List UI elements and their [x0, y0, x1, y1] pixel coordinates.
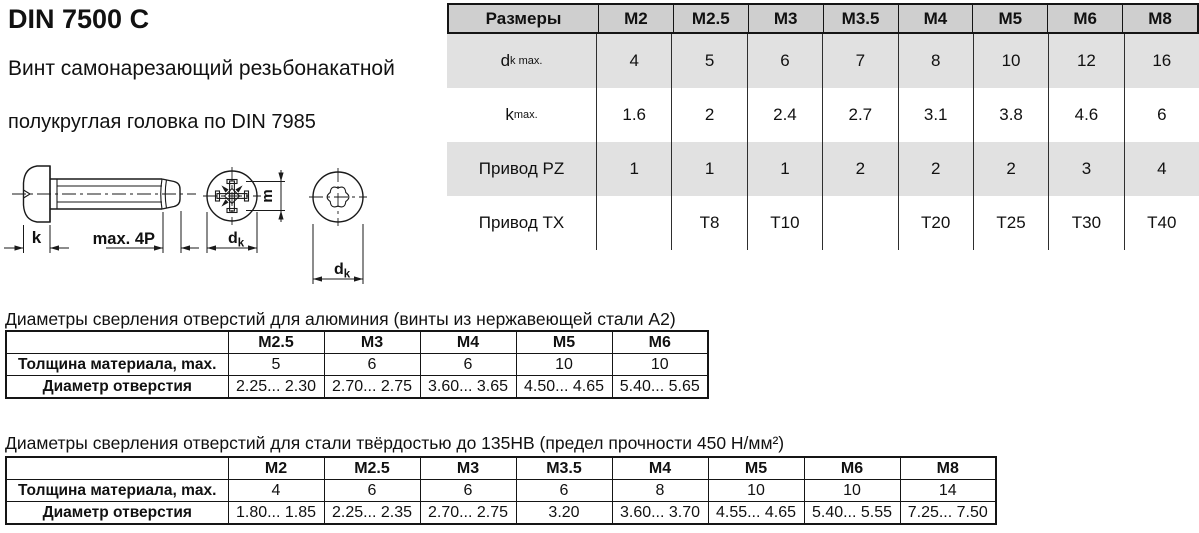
small-table-value-cell: 6: [516, 480, 612, 502]
main-table-value-cell: T30: [1048, 196, 1123, 250]
main-table-value-cell: 6: [747, 34, 822, 88]
main-table-value-cell: T40: [1124, 196, 1199, 250]
main-table-value-cell: 6: [1124, 88, 1199, 142]
main-table-row: [447, 142, 1199, 196]
small-table-row: [6, 502, 996, 525]
main-table-value-cell: 10: [973, 34, 1048, 88]
main-table-value-cell: 2.4: [747, 88, 822, 142]
small-table-header-cell: M3.5: [516, 457, 612, 480]
small-table-row: [6, 376, 708, 399]
small-table-header-cell: [6, 457, 228, 480]
small-table-header-cell: M5: [516, 331, 612, 354]
small-table-header-cell: M3: [420, 457, 516, 480]
small-table-value-cell: 4.50... 4.65: [516, 376, 612, 399]
small-table-value-cell: 10: [612, 354, 708, 376]
small-table-row-label: Толщина материала, max.: [6, 354, 228, 376]
main-table-value-cell: T25: [973, 196, 1048, 250]
small-table-value-cell: 2.70... 2.75: [420, 502, 516, 525]
svg-text:dk: $d_k$: [334, 261, 351, 281]
small-table-value-cell: 2.70... 2.75: [324, 376, 420, 399]
screw-side-view: [12, 166, 196, 222]
small-table-value-cell: 3.60... 3.65: [420, 376, 516, 399]
main-table-value-cell: 4: [1124, 142, 1199, 196]
main-table-value-cell: 3: [1048, 142, 1123, 196]
small-table-value-cell: 10: [516, 354, 612, 376]
steel-drill-table: [5, 456, 997, 525]
main-table-size-header: M2.5: [673, 5, 748, 32]
main-table-value-cell: 3.1: [898, 88, 973, 142]
small-table-value-cell: 4: [228, 480, 324, 502]
main-table-value-cell: 4: [596, 34, 671, 88]
dim-label-max-4p: max. 4P: [92, 230, 155, 248]
main-table-value-cell: 2: [822, 142, 897, 196]
small-table-value-cell: 1.80... 1.85: [228, 502, 324, 525]
small-table-row: [6, 354, 708, 376]
small-table-value-cell: 10: [804, 480, 900, 502]
main-table-size-header: M8: [1122, 5, 1197, 32]
main-table-value-cell: 8: [898, 34, 973, 88]
steel-table-title: Диаметры сверления отверстий для стали твёрдостью до 135HB (предел прочности 450 Н/мм²): [5, 433, 785, 453]
main-table-value-cell: 5: [671, 34, 746, 88]
dimension-max-4p: [93, 211, 199, 253]
main-table-row-label: d k max.: [500, 51, 543, 70]
small-table-value-cell: 6: [324, 480, 420, 502]
main-table-row: [447, 196, 1199, 250]
dimension-m: [246, 170, 285, 222]
page-title: DIN 7500 C: [8, 4, 150, 34]
small-table-value-cell: 3.20: [516, 502, 612, 525]
small-table-value-cell: 3.60... 3.70: [612, 502, 708, 525]
small-table-value-cell: 5.40... 5.65: [612, 376, 708, 399]
small-table-header-cell: M4: [420, 331, 516, 354]
dimension-dk-tx: [313, 224, 363, 284]
main-table-value-cell: 4.6: [1048, 88, 1123, 142]
small-table-header-row: [6, 331, 708, 354]
main-table-size-header: M2: [598, 5, 673, 32]
alu-table-title: Диаметры сверления отверстий для алюминия (винты из нержавеющей стали А2): [5, 309, 676, 329]
main-table-row-label: Привод TX: [478, 213, 565, 232]
small-table-header-cell: M6: [804, 457, 900, 480]
small-table-row: [6, 480, 996, 502]
main-table-size-header: M5: [972, 5, 1047, 32]
small-table-header-cell: M4: [612, 457, 708, 480]
main-table-value-cell: 16: [1124, 34, 1199, 88]
main-table-value-cell: 7: [822, 34, 897, 88]
small-table-header-cell: M3: [324, 331, 420, 354]
main-table-row-label: Привод PZ: [478, 159, 565, 178]
main-table-value-cell: 1: [747, 142, 822, 196]
small-table-header-cell: M2.5: [228, 331, 324, 354]
main-table-value-cell: 2: [898, 142, 973, 196]
main-table-value-cell: 2.7: [822, 88, 897, 142]
alu-drill-table: [5, 330, 709, 399]
small-table-value-cell: 2.25... 2.30: [228, 376, 324, 399]
main-table-value-cell: T8: [671, 196, 746, 250]
main-table-value-cell: 3.8: [973, 88, 1048, 142]
main-table-row-label: k max.: [505, 105, 538, 124]
small-table-header-cell: [6, 331, 228, 354]
small-table-header-cell: M2.5: [324, 457, 420, 480]
page-subtitle-1: Винт самонарезающий резьбонакатной: [8, 57, 395, 80]
small-table-value-cell: 4.55... 4.65: [708, 502, 804, 525]
dim-label-dk: d: [334, 261, 344, 278]
main-table-value-cell: T20: [898, 196, 973, 250]
screw-technical-drawing: [0, 150, 420, 292]
small-table-value-cell: 10: [708, 480, 804, 502]
small-table-value-cell: 5.40... 5.55: [804, 502, 900, 525]
main-table-row: [447, 88, 1199, 142]
small-table-value-cell: 5: [228, 354, 324, 376]
small-table-header-cell: M6: [612, 331, 708, 354]
main-table-value-cell: [596, 196, 671, 250]
main-table-size-header: M3: [748, 5, 823, 32]
main-table-size-header: M3.5: [823, 5, 898, 32]
main-table-size-header: M4: [898, 5, 973, 32]
dimension-k: [4, 225, 69, 253]
small-table-header-cell: M8: [900, 457, 996, 480]
dim-label-k: k: [31, 228, 42, 247]
main-table-value-cell: T10: [747, 196, 822, 250]
main-table-header-row: [447, 3, 1199, 34]
pz-head-view: [203, 167, 261, 225]
small-table-value-cell: 14: [900, 480, 996, 502]
small-table-value-cell: 6: [420, 354, 516, 376]
dim-label-m: m: [259, 189, 276, 203]
small-table-row-label: Диаметр отверстия: [6, 376, 228, 399]
small-table-value-cell: 7.25... 7.50: [900, 502, 996, 525]
small-table-header-cell: M5: [708, 457, 804, 480]
main-table-value-cell: 2: [671, 88, 746, 142]
main-table-value-cell: 2: [973, 142, 1048, 196]
dim-label-dk: d: [228, 230, 238, 247]
small-table-row-label: Диаметр отверстия: [6, 502, 228, 525]
small-table-value-cell: 6: [324, 354, 420, 376]
main-table-size-header: M6: [1047, 5, 1122, 32]
tx-head-view: [309, 168, 367, 226]
page-subtitle-2: полукруглая головка по DIN 7985: [8, 111, 316, 133]
small-table-header-row: [6, 457, 996, 480]
main-table-value-cell: 1: [596, 142, 671, 196]
main-table-row: [447, 34, 1199, 88]
svg-text:dk: $d_k$: [228, 230, 245, 250]
main-table-value-cell: 1.6: [596, 88, 671, 142]
small-table-value-cell: 6: [420, 480, 516, 502]
main-table-corner-header: Размеры: [485, 8, 562, 28]
main-table-value-cell: 12: [1048, 34, 1123, 88]
small-table-value-cell: 8: [612, 480, 708, 502]
small-table-row-label: Толщина материала, max.: [6, 480, 228, 502]
small-table-value-cell: 2.25... 2.35: [324, 502, 420, 525]
dimensions-table: [447, 3, 1199, 250]
main-table-value-cell: [822, 196, 897, 250]
small-table-header-cell: M2: [228, 457, 324, 480]
main-table-value-cell: 1: [671, 142, 746, 196]
